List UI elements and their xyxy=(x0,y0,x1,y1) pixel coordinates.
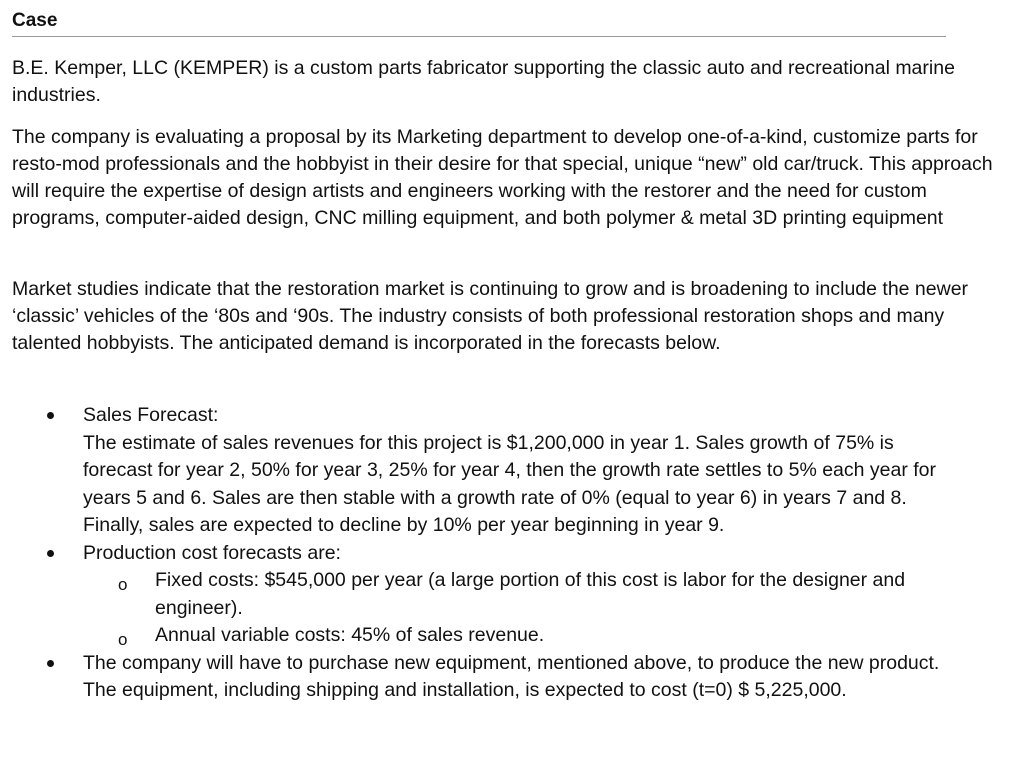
section-heading: Case xyxy=(12,9,946,37)
bullet-dot-icon xyxy=(47,550,54,557)
bullet-equipment xyxy=(12,650,1012,705)
production-costs-title: Production cost forecasts are: xyxy=(83,541,341,564)
bullet-dot-icon xyxy=(47,412,54,419)
circle-marker-icon: o xyxy=(118,630,128,649)
sales-forecast-text: The estimate of sales revenues for this project is $1,200,000 in year 1. Sales growth of 75% is forecast for year 2, 50% for year 3, 25% for year 4, then the growth rate settles to 5% each year for years 5 and 6. Sales are then stable with a growth rate of 0% (equal to year 6) in years 7 and 8. Finally, sales are expected to decline by 10% per year beginning in year 9. xyxy=(83,431,937,536)
bullet-production-costs xyxy=(12,540,1012,568)
sales-forecast-title: Sales Forecast: xyxy=(83,404,219,426)
sub-bullet-fixed-costs xyxy=(12,567,1012,622)
market-paragraph: Market studies indicate that the restoration market is continuing to grow and is broadening to include the newer ‘classic’ vehicles of the ‘80s and ‘90s. The industry consists of both professional restoration shops and many talented hobbyists. The anticipated demand is incorporated in the forecasts below. xyxy=(12,278,969,354)
intro-paragraph: B.E. Kemper, LLC (KEMPER) is a custom parts fabricator supporting the classic auto and recreational marine industries. xyxy=(12,57,955,106)
variable-costs-text: Annual variable costs: 45% of sales revenue. xyxy=(155,624,545,646)
bullet-sales-forecast xyxy=(12,402,1012,540)
proposal-paragraph: The company is evaluating a proposal by its Marketing department to develop one-of-a-kind, customize parts for resto-mod professionals and the hobbyist in their desire for that special, unique “new” old car/truck. This approach will require the expertise of design artists and engineers working with the restorer and the need for custom programs, computer-aided design, CNC milling equipment, and both polymer & metal 3D printing equipment xyxy=(12,126,993,229)
forecast-bullet-list xyxy=(12,402,1012,705)
circle-marker-icon: o xyxy=(118,575,128,594)
equipment-text: The company will have to purchase new equipment, mentioned above, to produce the new product. The equipment, including shipping and installation, is expected to cost (t=0) $ 5,225,000. xyxy=(83,651,940,701)
bullet-dot-icon xyxy=(47,660,54,667)
fixed-costs-text: Fixed costs: $545,000 per year (a large portion of this cost is labor for the designer and engineer). xyxy=(155,569,906,619)
sub-bullet-variable-costs xyxy=(12,622,1012,650)
